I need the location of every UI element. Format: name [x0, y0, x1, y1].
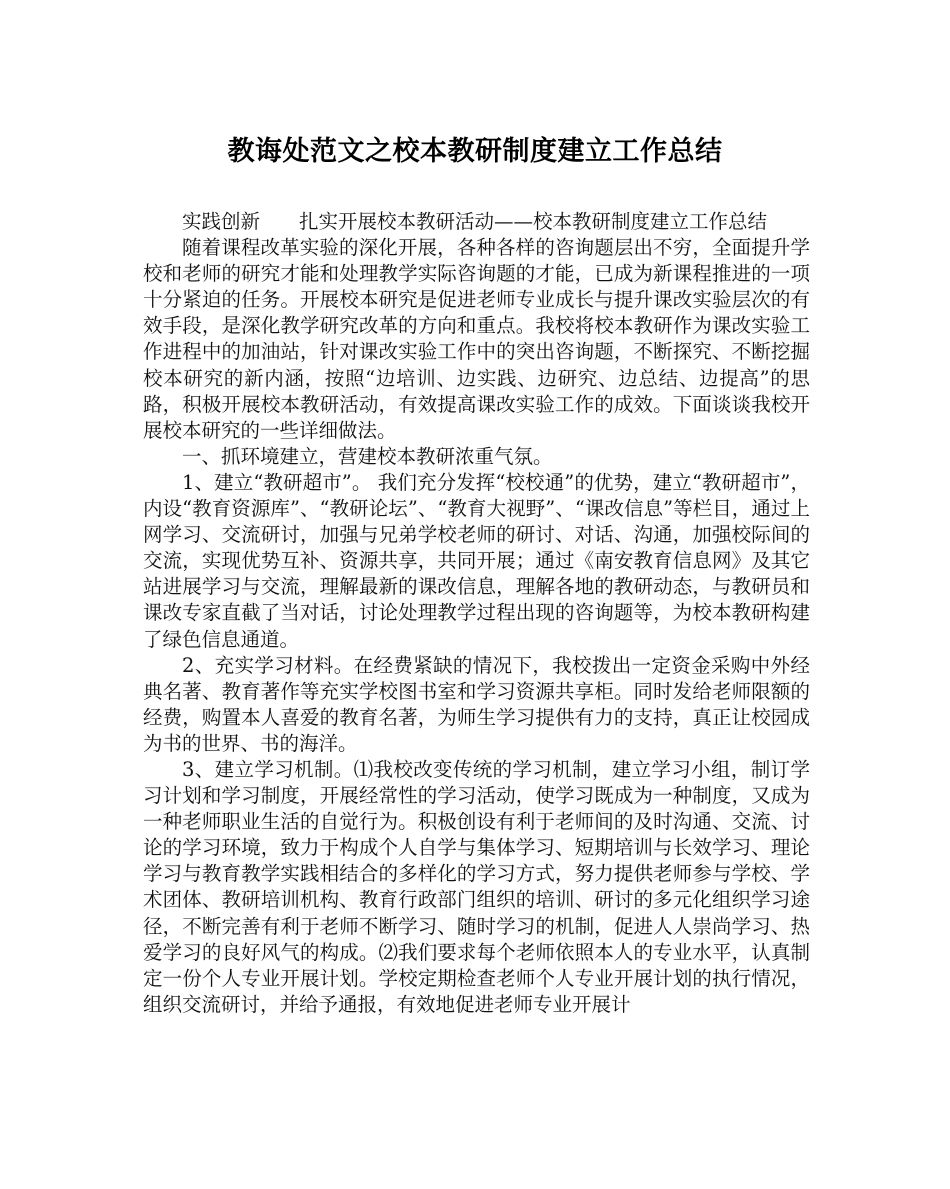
body-paragraph: 3、建立学习机制。⑴我校改变传统的学习机制，建立学习小组，制订学习计划和学习制度，开展经常性的学习活动，使学习既成为一种制度，又成为一种老师职业生活的自觉行为。积极创设有利于老师间的及时沟通、交流、讨论的学习环境，致力于构成个人自学与集体学习、短期培训与长效学习、理论学习与教育教学实践相结合的多样化的学习方式，努力提供老师参与学校、学术团体、教研培训机构、教育行政部门组织的培训、研讨的多元化组织学习途径，不断完善有利于老师不断学习、随时学习的机制，促进人人崇尚学习、热爱学习的良好风气的构成。⑵我们要求每个老师依照本人的专业水平，认真制定一份个人专业开展计划。学校定期检查老师个人专业开展计划的执行情况，组织交流研讨，并给予通报，有效地促进老师专业开展计	[143, 757, 810, 1016]
document-body	[143, 209, 810, 1018]
section-heading: 一、抓环境建立，营建校本教研浓重气氛。	[182, 444, 553, 468]
body-paragraph: 随着课程改革实验的深化开展，各种各样的咨询题层出不穷，全面提升学校和老师的研究才能和处理教学实际咨询题的才能，已成为新课程推进的一项十分紧迫的任务。开展校本研究是促进老师专业成长与提升课改实验层次的有效手段，是深化教学研究改革的方向和重点。我校将校本教研作为课改实验工作进程中的加油站，针对课改实验工作中的突出咨询题，不断探究、不断挖掘校本研究的新内涵，按照“边培训、边实践、边研究、边总结、边提高”的思路，积极开展校本教研活动，有效提高课改实验工作的成效。下面谈谈我校开展校本研究的一些详细做法。	[143, 236, 810, 442]
document-title: 教诲处范文之校本教研制度建立工作总结	[227, 136, 723, 167]
body-paragraph: 1、建立“教研超市”。 我们充分发挥“校校通”的优势，建立“教研超市”，内设“教育资源库”、“教研论坛”、“教育大视野”、“课改信息”等栏目，通过上网学习、交流研讨，加强与兄弟学校老师的研讨、对话、沟通，加强校际间的交流，实现优势互补、资源共享，共同开展；通过《南安教育信息网》及其它站进展学习与交流，理解最新的课改信息，理解各地的教研动态，与教研员和课改专家直截了当对话，讨论处理教学过程出现的咨询题等，为校本教研构建了绿色信息通道。	[143, 470, 810, 651]
body-paragraph: 2、充实学习材料。在经费紧缺的情况下，我校拨出一定资金采购中外经典名著、教育著作等充实学校图书室和学习资源共享柜。同时发给老师限额的经费，购置本人喜爱的教育名著，为师生学习提供有力的支持，真正让校园成为书的世界、书的海洋。	[143, 653, 810, 755]
subtitle-paragraph: 实践创新 扎实开展校本教研活动——校本教研制度建立工作总结	[182, 210, 768, 233]
